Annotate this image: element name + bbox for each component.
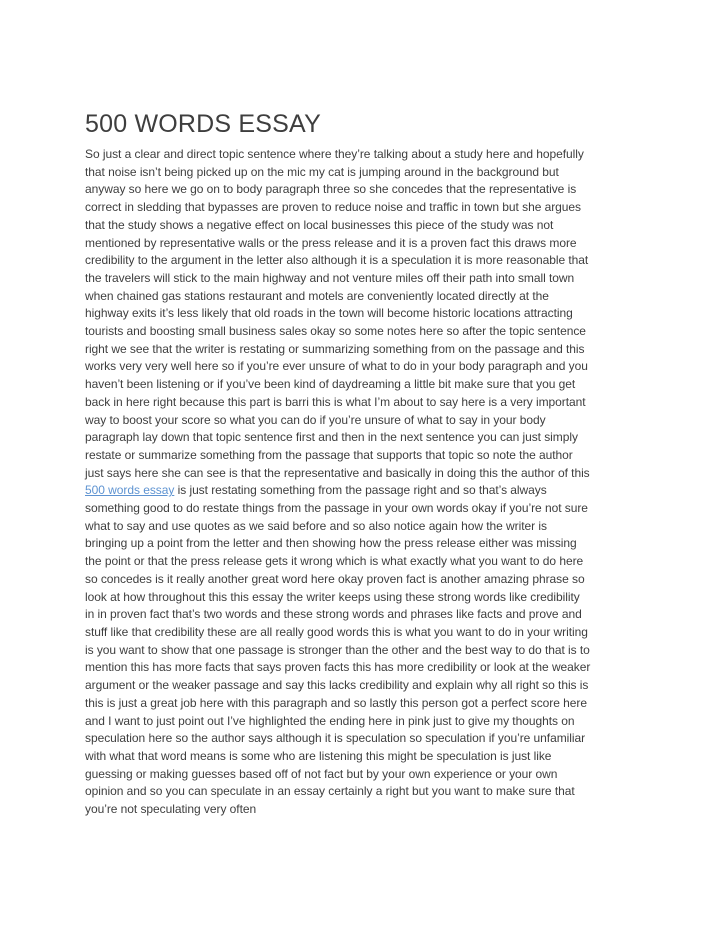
paragraph-line: right we see that the writer is restating or summarizing something from on the passage and this bbox=[85, 341, 585, 356]
paragraph-line: is you want to show that one passage is stronger than the other and the best way to do that is to bbox=[85, 642, 590, 657]
paragraph-line: the travelers will stick to the main highway and not venture miles off their path into small town bbox=[85, 270, 575, 285]
paragraph-line: opinion and so you can speculate in an essay certainly a right but you want to make sure that bbox=[85, 784, 575, 799]
paragraph-line: stuff like that credibility these are all really good words this is what you want to do in your writing bbox=[85, 624, 588, 639]
500-words-essay-link[interactable]: 500 words essay bbox=[85, 483, 175, 498]
paragraph-line: anyway so here we go on to body paragraph three so she concedes that the representative is bbox=[85, 182, 577, 197]
paragraph-line: speculation here so the author says although it is speculation so speculation if you’re unfamiliar bbox=[85, 731, 586, 746]
paragraph-line: what to say and use quotes as we said before and so also notice again how the writer is bbox=[85, 518, 547, 533]
paragraph-line: when chained gas stations restaurant and motels are conveniently located directly at the bbox=[85, 288, 549, 303]
paragraph-line: restate or summarize something from the passage that supports that topic so note the author bbox=[85, 447, 573, 462]
paragraph-line: tourists and boosting small business sales okay so some notes here so after the topic sentence bbox=[85, 324, 586, 339]
essay-paragraph bbox=[85, 146, 655, 819]
paragraph-line: look at how throughout this this essay the writer keeps using these strong words like credibility bbox=[85, 589, 580, 604]
paragraph-line: with what that word means is some who are listening this might be speculation is just like bbox=[85, 748, 552, 763]
paragraph-line: just says here she can see is that the representative and basically in doing this the author of this bbox=[85, 465, 590, 480]
document-title: 500 WORDS ESSAY bbox=[85, 110, 321, 138]
paragraph-line: mentioned by representative walls or the press release and it is a proven fact this draws more bbox=[85, 235, 577, 250]
paragraph-line: argument or the weaker passage and say this lacks credibility and explain why all right so this is bbox=[85, 678, 589, 693]
paragraph-line: credibility to the argument in the letter also although it is a speculation it is more reasonable that bbox=[85, 253, 589, 268]
paragraph-line: works very very well here so if you’re ever unsure of what to do in your body paragraph and you bbox=[85, 359, 588, 374]
paragraph-line: So just a clear and direct topic sentence where they’re talking about a study here and hopefully bbox=[85, 147, 584, 161]
paragraph-line: that noise isn’t being picked up on the mic my cat is jumping around in the background but bbox=[85, 164, 559, 179]
paragraph-line: highway exits it’s less likely that old roads in the town will become historic locations attracting bbox=[85, 306, 573, 321]
paragraph-line: so concedes is it really another great word here okay proven fact is another amazing phrase so bbox=[85, 571, 585, 586]
paragraph-line: haven’t been listening or if you’ve been kind of daydreaming a little bit make sure that you get bbox=[85, 377, 576, 392]
document-content bbox=[85, 0, 655, 819]
paragraph-line: mention this has more facts that says proven facts this has more credibility or look at the weaker bbox=[85, 660, 591, 675]
paragraph-line: you’re not speculating very often bbox=[85, 802, 257, 817]
paragraph-line: the point or that the press release gets it wrong which is what exactly what you want to do here bbox=[85, 554, 584, 569]
paragraph-line: way to boost your score so what you can do if you’re unsure of what to say in your body bbox=[85, 412, 546, 427]
paragraph-line: paragraph lay down that topic sentence first and then in the next sentence you can just simply bbox=[85, 430, 578, 445]
paragraph-line: that the study shows a negative effect on local businesses this piece of the study was not bbox=[85, 217, 554, 232]
paragraph-line: in in proven fact that’s two words and these strong words and phrases like facts and prove and bbox=[85, 607, 582, 622]
paragraph-line: this is just a great job here with this paragraph and so lastly this person got a perfect score here bbox=[85, 695, 587, 710]
paragraph-line: and I want to just point out I’ve highlighted the ending here in pink just to give my thoughts on bbox=[85, 713, 575, 728]
paragraph-line: 500 words essay is just restating something from the passage right and so that’s always bbox=[85, 483, 547, 498]
paragraph-line: something good to do restate things from the passage in your own words okay if you’re not sure bbox=[85, 501, 588, 516]
paragraph-line: guessing or making guesses based off of not fact but by your own experience or your own bbox=[85, 766, 558, 781]
paragraph-line: back in here right because this part is barri this is what I’m about to say here is a very important bbox=[85, 394, 586, 409]
paragraph-line: bringing up a point from the letter and then showing how the press release either was missing bbox=[85, 536, 577, 551]
paragraph-line: correct in sledding that bypasses are proven to reduce noise and traffic in town but she argues bbox=[85, 200, 581, 215]
